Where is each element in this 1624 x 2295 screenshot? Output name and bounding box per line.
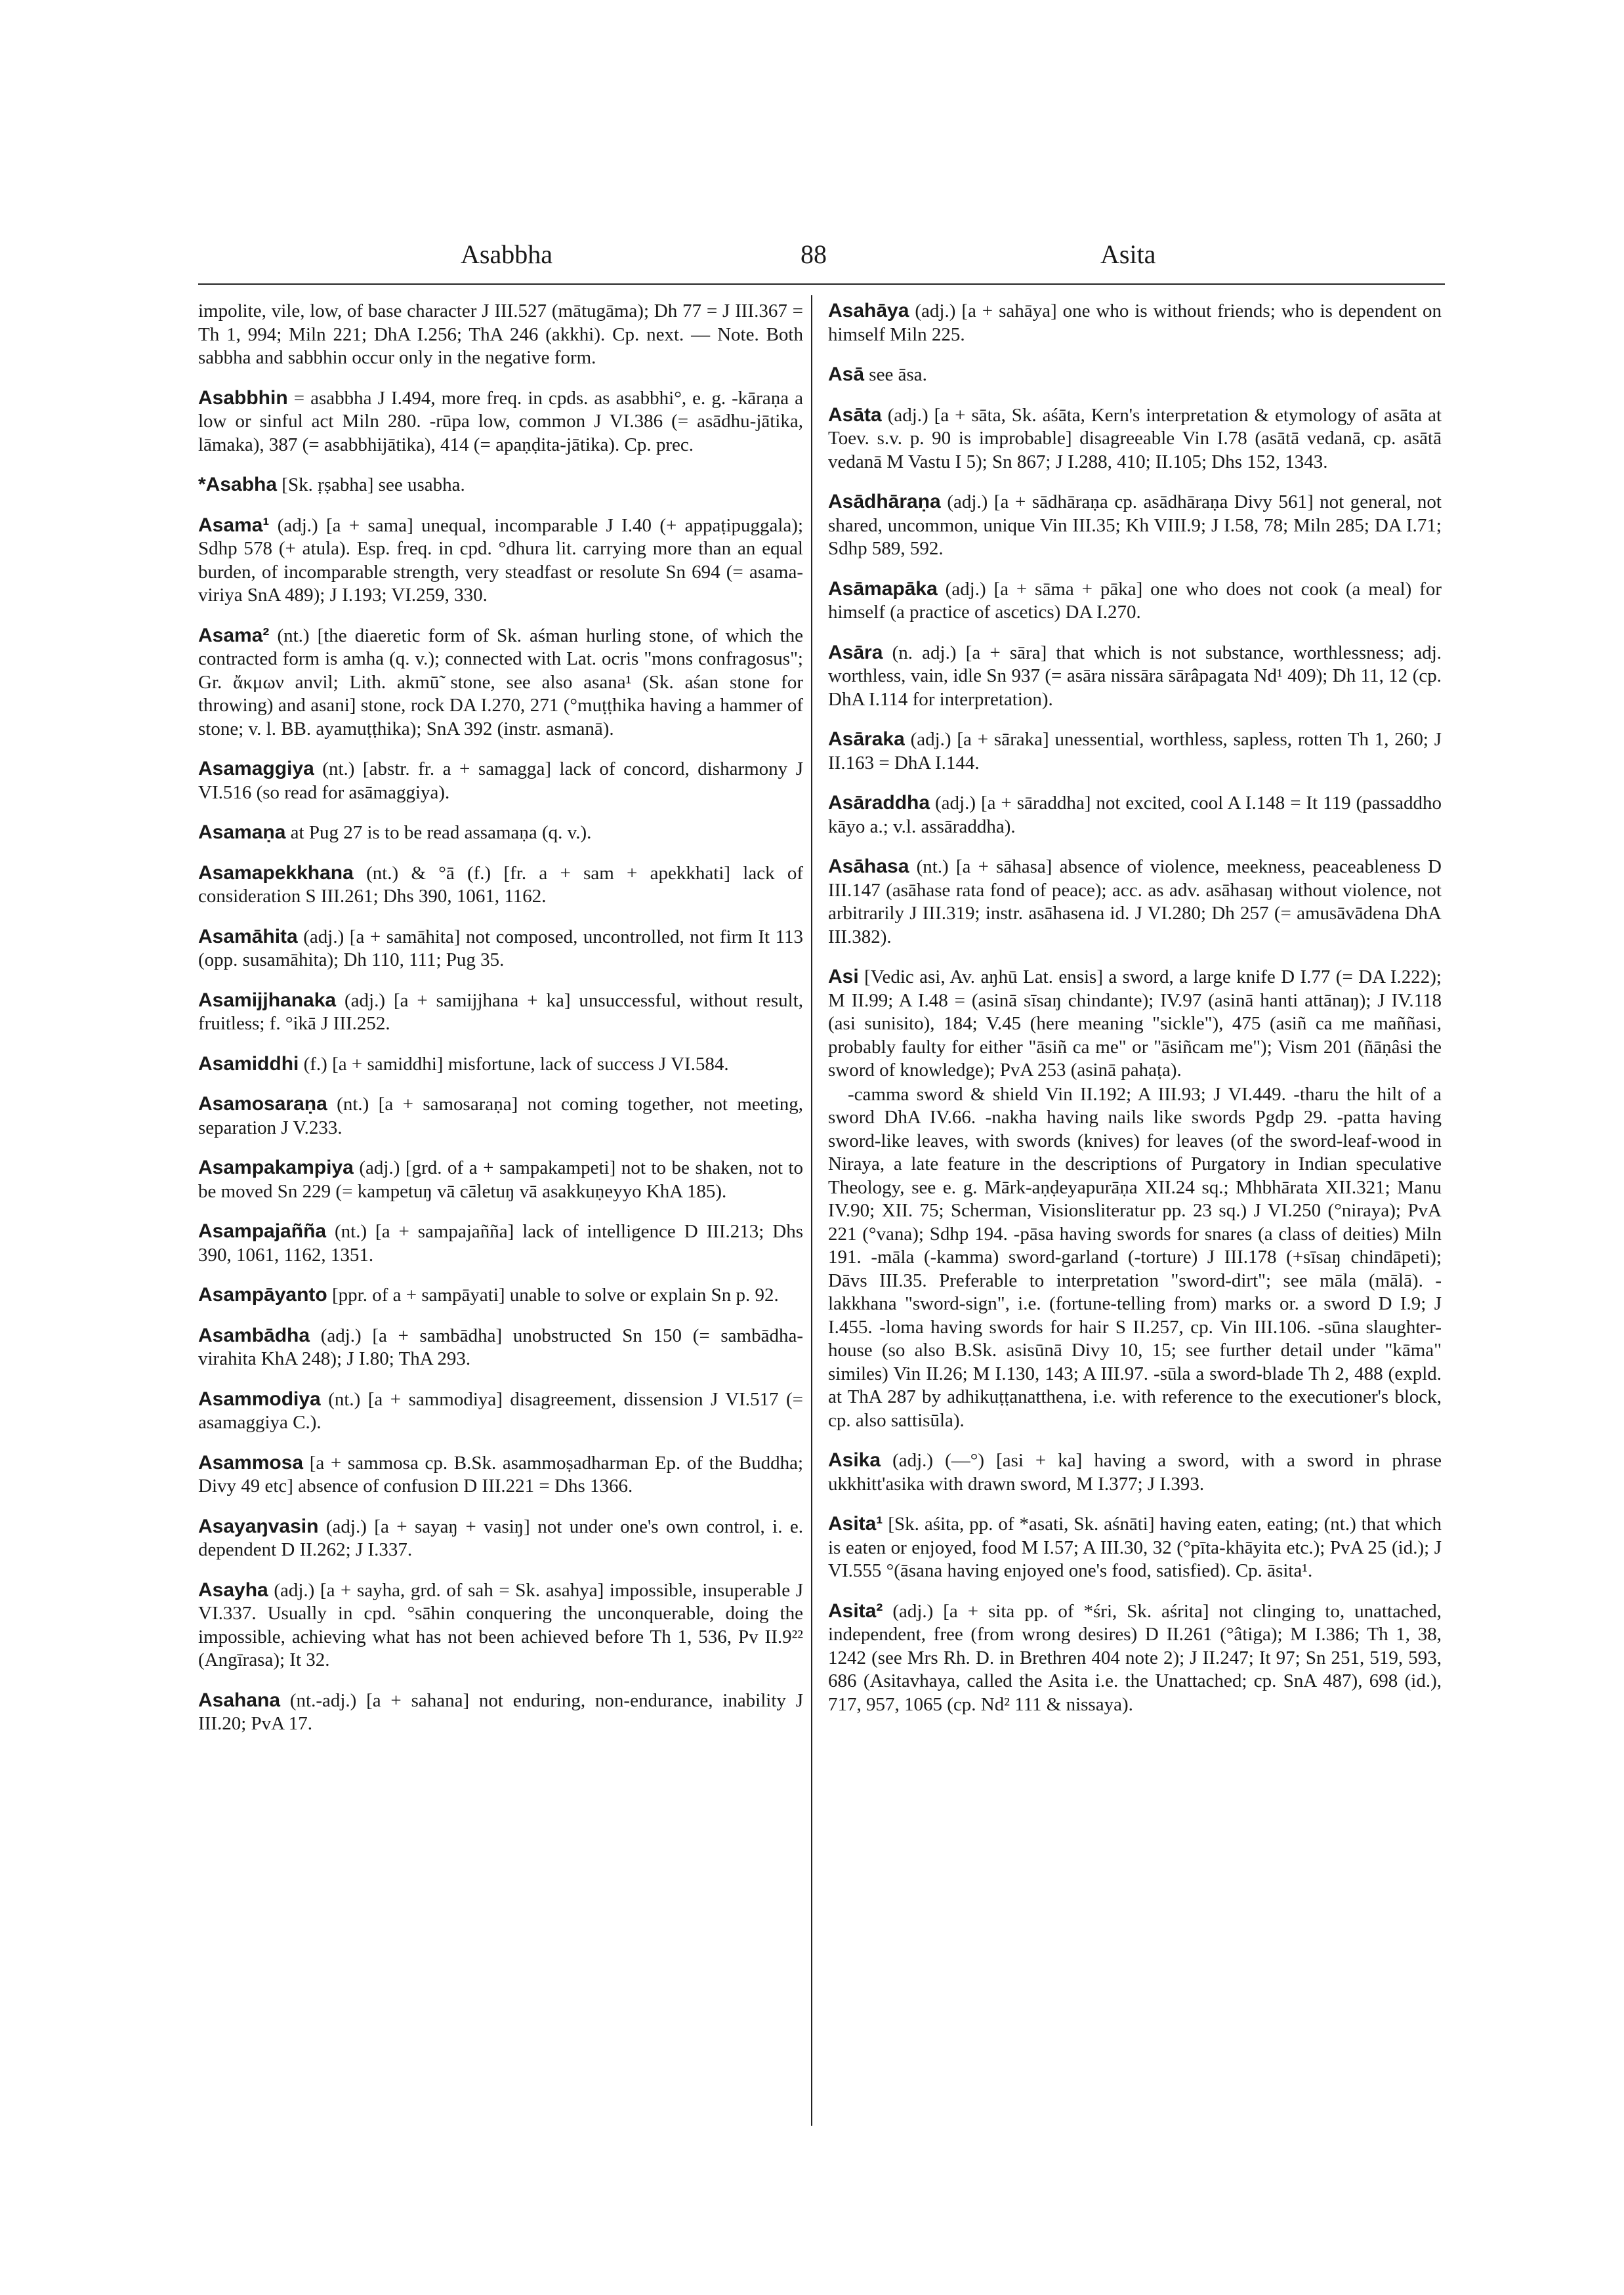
- entry-headword: Asamijjhanaka: [198, 989, 337, 1011]
- entry-headword: Asahana: [198, 1689, 281, 1711]
- dictionary-entry: Asamāhita (adj.) [a + samāhita] not composed, uncontrolled, not firm It 113 (opp. susamāhita); Dh 110, 111; Pug 35.: [198, 925, 803, 970]
- entry-headword: Asika: [828, 1449, 881, 1471]
- dictionary-entry: Asabbhin = asabbha J I.494, more freq. in cpds. as asabbhi°, e. g. -kāraṇa a low or sinful act Miln 280. -rūpa low, common J VI.386 (= asādhu-jātika, lāmaka), 387 (= asabbhijātika), 414 (= apaṇḍita-jātika). Cp. prec.: [198, 386, 803, 455]
- dictionary-entry: Asama¹ (adj.) [a + sama] unequal, incomparable J I.40 (+ appaṭipuggala); Sdhp 578 (+ atula). Esp. freq. in cpd. °dhura lit. carrying more than an equal burden, of incomparable strength, very steadfast or resolute Sn 694 (= asama-viriya SnA 489); J I.193; VI.259, 330.: [198, 514, 804, 606]
- left-column: [198, 299, 803, 1752]
- entry-headword: Asayha: [198, 1579, 268, 1601]
- dictionary-entry: Asamaṇa at Pug 27 is to be read assamaṇa (q. v.).: [198, 821, 592, 843]
- entry-headword: Asāra: [828, 641, 883, 663]
- entry-headword: Asamaggiya: [198, 758, 314, 779]
- entry-headword: Asammodiya: [198, 1388, 321, 1410]
- entry-headword: Asita²: [828, 1600, 883, 1622]
- entry-headword: Asāraddha: [828, 792, 930, 814]
- right-column: [828, 299, 1442, 1733]
- entry-headword: Asabbhin: [198, 386, 288, 409]
- dictionary-entry: Asahana (nt.-adj.) [a + sahana] not enduring, non-endurance, inability J III.20; PvA 17.: [198, 1689, 803, 1734]
- dictionary-entry: Asika (adj.) (—°) [asi + ka] having a sword, with a sword in phrase ukkhitt'asika with drawn sword, M I.377; J I.393.: [828, 1449, 1442, 1495]
- dictionary-entry: Asāta (adj.) [a + sāta, Sk. aśāta, Kern's interpretation & etymology of asāta at Toev. s.v. p. 90 is improbable] disagreeable Vin I.78 (asātā vedanā, cp. asātā vedanā M Vastu I 5); Sn 867; J I.288, 410; II.105; Dhs 152, 1343.: [828, 403, 1442, 472]
- dictionary-entry: Asampakampiya (adj.) [grd. of a + sampakampeti] not to be shaken, not to be moved Sn 229 (= kampetuŋ vā cāletuŋ vā asakkuṇeyyo KhA 185).: [198, 1157, 803, 1202]
- left-running-headword: Asabbha: [461, 239, 552, 269]
- dictionary-entry: Asayha (adj.) [a + sayha, grd. of sah = Sk. asahya] impossible, insuperable J VI.337. Usually in cpd. °sāhin conquering the unconquerable, doing the impossible, achieving what has not been achieved before Th 1, 536, Pv II.9²² (Angīrasa); It 32.: [198, 1579, 803, 1670]
- dictionary-entry: Asampajañña (nt.) [a + sampajañña] lack of intelligence D III.213; Dhs 390, 1061, 1162, 1351.: [198, 1220, 803, 1266]
- dictionary-entry: Asāhasa (nt.) [a + sāhasa] absence of violence, meekness, peaceableness D III.147 (asāhase rata fond of peace); acc. as adv. asāhasaŋ without violence, not arbitrarily J III.319; instr. asāhasena id. J VI.280; Dh 257 (= amusāvādena DhA III.382).: [828, 856, 1442, 947]
- dictionary-entry: Asamiddhi (f.) [a + samiddhi] misfortune, lack of success J VI.584.: [198, 1052, 729, 1075]
- dictionary-entry: impolite, vile, low, of base character J III.527 (mātugāma); Dh 77 = J III.367 = Th 1, 994; Miln 221; DhA I.256; ThA 246 (akkhi). Cp. next. — Note. Both sabbha and sabbhin occur only in the negative form.: [198, 300, 803, 368]
- entry-headword: Asita¹: [828, 1513, 883, 1535]
- entry-headword: Asama²: [198, 624, 270, 646]
- dictionary-entry: Asāraka (adj.) [a + sāraka] unessential, worthless, sapless, rotten Th 1, 260; J II.163 = DhA I.144.: [828, 728, 1442, 774]
- dictionary-entry: Asita¹ [Sk. aśita, pp. of *asati, Sk. aśnāti] having eaten, eating; (nt.) that which is eaten or enjoyed, food M I.57; A III.30, 32 (°pīta-khāyita etc.); PvA 25 (id.); J VI.555 °(āsana having enjoyed one's food, satisfied). Cp. āsita¹.: [828, 1513, 1442, 1581]
- dictionary-entry: Asamijjhanaka (adj.) [a + samijjhana + ka] unsuccessful, without result, fruitless; f. °ikā J III.252.: [198, 989, 803, 1034]
- entry-headword: Asāta: [828, 403, 882, 426]
- column-divider: [811, 295, 812, 2126]
- dictionary-entry: Asamaggiya (nt.) [abstr. fr. a + samagga] lack of concord, disharmony J VI.516 (so read for asāmaggiya).: [198, 758, 803, 803]
- entry-headword: Asamapekkhana: [198, 861, 354, 884]
- entry-headword: Asahāya: [828, 300, 909, 321]
- dictionary-entry: Asamapekkhana (nt.) & °ā (f.) [fr. a + sam + apekkhati] lack of consideration S III.261; Dhs 390, 1061, 1162.: [198, 861, 804, 907]
- dictionary-entry: Asāmapāka (adj.) [a + sāma + pāka] one who does not cook (a meal) for himself (a practice of ascetics) DA I.270.: [828, 577, 1442, 623]
- entry-headword: Asamāhita: [198, 925, 298, 947]
- entry-headword: Asampāyanto: [198, 1284, 327, 1306]
- dictionary-entry: Asammodiya (nt.) [a + sammodiya] disagreement, dissension J VI.517 (= asamaggiya C.).: [198, 1388, 803, 1433]
- dictionary-entry: Asāra (n. adj.) [a + sāra] that which is not substance, worthlessness; adj. worthless, vain, idle Sn 937 (= asāra nissāra sārâpagata Nd¹ 409); Dh 11, 12 (cp. DhA I.114 for interpretation).: [828, 641, 1442, 710]
- entry-headword: Asamaṇa: [198, 821, 286, 843]
- entry-headword: Asama¹: [198, 514, 270, 536]
- dictionary-entry: Asambādha (adj.) [a + sambādha] unobstructed Sn 150 (= sambādha-virahita KhA 248); J I.80; ThA 293.: [198, 1324, 803, 1369]
- entry-headword: *Asabha: [198, 474, 278, 495]
- dictionary-entry: Asā see āsa.: [828, 363, 927, 385]
- dictionary-entry: Asampāyanto [ppr. of a + sampāyati] unable to solve or explain Sn p. 92.: [198, 1284, 779, 1306]
- entry-headword: Asamiddhi: [198, 1052, 299, 1075]
- dictionary-entry: Asamosaraṇa (nt.) [a + samosaraṇa] not coming together, not meeting, separation J V.233.: [198, 1093, 804, 1138]
- dictionary-entry: Asādhāraṇa (adj.) [a + sādhāraṇa cp. asādhāraṇa Divy 561] not general, not shared, uncommon, unique Vin III.35; Kh VIII.9; J I.58, 78; Miln 285; DA I.71; Sdhp 589, 592.: [828, 491, 1442, 559]
- entry-headword: Asampajañña: [198, 1220, 327, 1242]
- entry-headword: Asāhasa: [828, 856, 909, 877]
- dictionary-entry: Asāraddha (adj.) [a + sāraddha] not excited, cool A I.148 = It 119 (passaddho kāyo a.; v.l. assāraddha).: [828, 792, 1442, 837]
- entry-headword: Asāmapāka: [828, 577, 938, 600]
- entry-headword: Asādhāraṇa: [828, 491, 941, 512]
- dictionary-entry: Asahāya (adj.) [a + sahāya] one who is without friends; who is dependent on himself Miln 225.: [828, 300, 1442, 345]
- entry-headword: Asāraka: [828, 728, 905, 750]
- dictionary-entry: *Asabha [Sk. ṛṣabha] see usabha.: [198, 474, 465, 495]
- dictionary-subentries: -camma sword & shield Vin II.192; A III.93; J VI.449. -tharu the hilt of a sword DhA IV.66. -nakha having nails like swords Pgdp 29. -patta having sword-like leaves, with swords (knives) for leaves (of the sword-leaf-wood in Niraya, a late feature in the descriptions of Purgatory in Indian speculative Theology, see e. g. Mārk-aṇḍeyapurāṇa XII.24 sq.; Mhbhārata XII.321; Manu IV.90; XII. 75; Scherman, Visionsliteratur pp. 23 sq.) J VI.250 (°niraya); PvA 221 (°vana); Sdhp 194. -pāsa having swords for snares (a class of deities) Miln 191. -māla (-kamma) sword-garland (-torture) J III.178 (+sīsaŋ chindāpeti); Dāvs III.35. Preferable to interpretation "sword-dirt"; see māla (mālā). -lakkhana "sword-sign", i.e. (fortune-telling from) marks or. a sword D I.9; J I.455. -loma having swords for hair S II.257, cp. Vin III.106. -sūna slaughter-house (so also B.Sk. asisūnā Divy 10, 15; see further detail under "kāma" similes) Vin II.26; M I.130, 143; A III.97. -sūla a sword-blade Th 2, 488 (expld. at ThA 287 by adhikuṭṭanatthena, i.e. with reference to the executioner's block, cp. also sattisūla).: [828, 1083, 1442, 1431]
- dictionary-entry: Asammosa [a + sammosa cp. B.Sk. asammoṣadharman Ep. of the Buddha; Divy 49 etc] absence of confusion D III.221 = Dhs 1366.: [198, 1451, 803, 1497]
- dictionary-entry: Asama² (nt.) [the diaeretic form of Sk. aśman hurling stone, of which the contracted form is amha (q. v.); connected with Lat. ocris "mons confragosus"; Gr. ἄκμων anvil; Lith. akmū̃ stone, see also asana¹ (Sk. aśan stone for throwing) and asani] stone, rock DA I.270, 271 (°muṭṭhika having a hammer of stone; v. l. BB. ayamuṭṭhika); SnA 392 (instr. asmanā).: [198, 624, 804, 739]
- right-running-headword: Asita: [1100, 239, 1156, 269]
- entry-headword: Asammosa: [198, 1451, 304, 1474]
- entry-headword: Asayaŋvasin: [198, 1515, 319, 1537]
- header-rule: [198, 283, 1445, 285]
- page-number: 88: [801, 239, 827, 269]
- entry-headword: Asi: [828, 966, 859, 987]
- entry-headword: Asambādha: [198, 1324, 310, 1346]
- running-header: [198, 239, 1445, 285]
- dictionary-entry: Asayaŋvasin (adj.) [a + sayaŋ + vasiŋ] not under one's own control, i. e. dependent D II.262; J I.337.: [198, 1515, 803, 1560]
- entry-headword: Asā: [828, 363, 865, 385]
- dictionary-entry: Asita² (adj.) [a + sita pp. of *śri, Sk. aśrita] not clinging to, unattached, independent, free (from wrong desires) D II.261 (°âtiga); M I.386; Th 1, 38, 1242 (see Mrs Rh. D. in Brethren 404 note 2); J II.247; It 97; Sn 251, 519, 593, 686 (Asitavhaya, called the Asita i.e. the Unattached; cp. SnA 487), 698 (id.), 717, 957, 1065 (cp. Nd² 111 & nissaya).: [828, 1600, 1442, 1715]
- entry-headword: Asampakampiya: [198, 1157, 354, 1178]
- entry-headword: Asamosaraṇa: [198, 1093, 327, 1115]
- dictionary-entry: Asi [Vedic asi, Av. aŋhū Lat. ensis] a sword, a large knife D I.77 (= DA I.222); M II.99; A I.48 = (asinā sīsaŋ chindante); IV.97 (asinā hanti attānaŋ); J IV.118 (asi sunisito), 184; V.45 (here meaning "sickle"), 475 (asiñ ca me maññasi, probably faulty for either "āsiñ ca me" or "āsiñcam me"); Vism 201 (ñāṇâsi the sword of knowledge); PvA 253 (asinā pahaṭa).: [828, 966, 1442, 1081]
